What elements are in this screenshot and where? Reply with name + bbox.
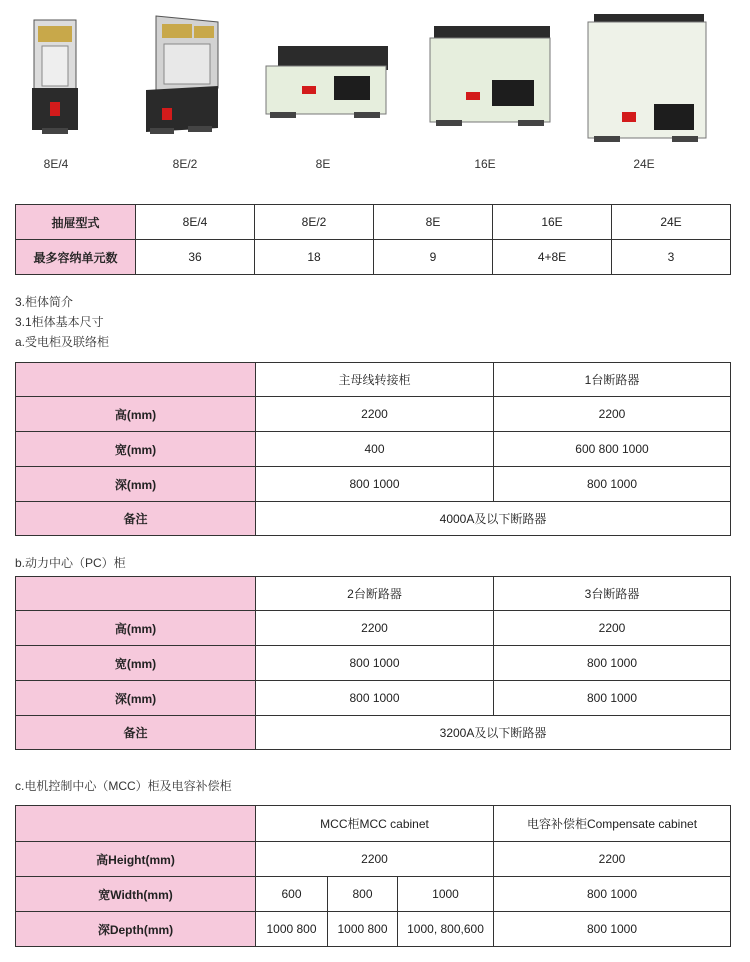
- table-cell: 1000 800: [256, 912, 328, 947]
- corner-cell: [16, 363, 256, 397]
- table-row: [16, 397, 731, 432]
- row-header: 深(mm): [16, 681, 256, 716]
- table-row: [16, 577, 731, 611]
- drawer-type-header: 抽屉型式: [16, 205, 136, 240]
- section-3-heading: 3.柜体简介: [15, 295, 74, 309]
- table-cell: 800 1000: [494, 467, 731, 502]
- table-row: [16, 432, 731, 467]
- drawer-8e-image: [262, 44, 392, 124]
- row-header: 深(mm): [16, 467, 256, 502]
- drawer-type-cell: 16E: [493, 205, 612, 240]
- caption-8e4: 8E/4: [43, 157, 69, 171]
- column-header: 3台断路器: [494, 577, 731, 611]
- drawer-type-table: [15, 204, 731, 275]
- note-cell: 4000A及以下断路器: [256, 502, 731, 536]
- caption-24e: 24E: [633, 157, 655, 171]
- drawer-count-cell: 3: [612, 240, 731, 275]
- table-cell: 2200: [494, 842, 731, 877]
- section-3-1-heading: 3.1柜体基本尺寸: [15, 315, 104, 329]
- table-row: [16, 877, 731, 912]
- row-header: 宽Width(mm): [16, 877, 256, 912]
- table-cell: 800 1000: [256, 646, 494, 681]
- section-b-heading: b.动力中心（PC）柜: [15, 556, 126, 570]
- row-header: 高(mm): [16, 611, 256, 646]
- power-center-table: [15, 576, 731, 750]
- drawer-count-cell: 9: [374, 240, 493, 275]
- drawer-type-cell: 8E/4: [136, 205, 255, 240]
- drawer-8e4-image: [28, 18, 82, 138]
- incoming-cabinet-table: [15, 362, 731, 536]
- drawer-count-cell: 18: [255, 240, 374, 275]
- table-cell: 1000, 800,600: [398, 912, 494, 947]
- column-header: 电容补偿柜Compensate cabinet: [494, 806, 731, 842]
- note-cell: 3200A及以下断路器: [256, 716, 731, 750]
- table-cell: 800 1000: [256, 467, 494, 502]
- drawer-8e2-image: [142, 12, 224, 138]
- column-header: 1台断路器: [494, 363, 731, 397]
- table-row: [16, 646, 731, 681]
- corner-cell: [16, 577, 256, 611]
- drawer-count-row: [16, 240, 731, 275]
- row-header: 高(mm): [16, 397, 256, 432]
- row-header: 备注: [16, 716, 256, 750]
- drawer-type-cell: 24E: [612, 205, 731, 240]
- section-a-heading: a.受电柜及联络柜: [15, 335, 110, 349]
- drawer-type-cell: 8E: [374, 205, 493, 240]
- table-row: [16, 806, 731, 842]
- drawer-count-cell: 36: [136, 240, 255, 275]
- drawer-type-row: [16, 205, 731, 240]
- table-row: [16, 363, 731, 397]
- table-cell: 800 1000: [494, 877, 731, 912]
- caption-16e: 16E: [474, 157, 496, 171]
- table-cell: 1000 800: [328, 912, 398, 947]
- table-cell: 800 1000: [256, 681, 494, 716]
- table-cell: 600 800 1000: [494, 432, 731, 467]
- corner-cell: [16, 806, 256, 842]
- drawer-type-cell: 8E/2: [255, 205, 374, 240]
- table-cell: 2200: [256, 611, 494, 646]
- table-row: [16, 467, 731, 502]
- table-cell: 2200: [494, 611, 731, 646]
- section-c-heading: c.电机控制中心（MCC）柜及电容补偿柜: [15, 779, 232, 793]
- table-cell: 800 1000: [494, 646, 731, 681]
- row-header: 宽(mm): [16, 646, 256, 681]
- column-header: 主母线转接柜: [256, 363, 494, 397]
- table-cell: 600: [256, 877, 328, 912]
- table-cell: 2200: [494, 397, 731, 432]
- table-cell: 800 1000: [494, 912, 731, 947]
- table-row: [16, 611, 731, 646]
- table-row: [16, 681, 731, 716]
- table-row: [16, 502, 731, 536]
- table-cell: 800: [328, 877, 398, 912]
- table-row: [16, 842, 731, 877]
- row-header: 高Height(mm): [16, 842, 256, 877]
- table-cell: 400: [256, 432, 494, 467]
- caption-8e2: 8E/2: [172, 157, 198, 171]
- row-header: 深Depth(mm): [16, 912, 256, 947]
- column-header: MCC柜MCC cabinet: [256, 806, 494, 842]
- table-cell: 2200: [256, 397, 494, 432]
- table-cell: 1000: [398, 877, 494, 912]
- table-row: [16, 912, 731, 947]
- row-header: 备注: [16, 502, 256, 536]
- drawer-16e-image: [426, 24, 554, 134]
- column-header: 2台断路器: [256, 577, 494, 611]
- drawer-count-header: 最多容纳单元数: [16, 240, 136, 275]
- row-header: 宽(mm): [16, 432, 256, 467]
- mcc-table: [15, 805, 731, 947]
- table-cell: 800 1000: [494, 681, 731, 716]
- table-cell: 2200: [256, 842, 494, 877]
- table-row: [16, 716, 731, 750]
- drawer-count-cell: 4+8E: [493, 240, 612, 275]
- drawer-24e-image: [584, 12, 710, 146]
- caption-8e: 8E: [315, 157, 331, 171]
